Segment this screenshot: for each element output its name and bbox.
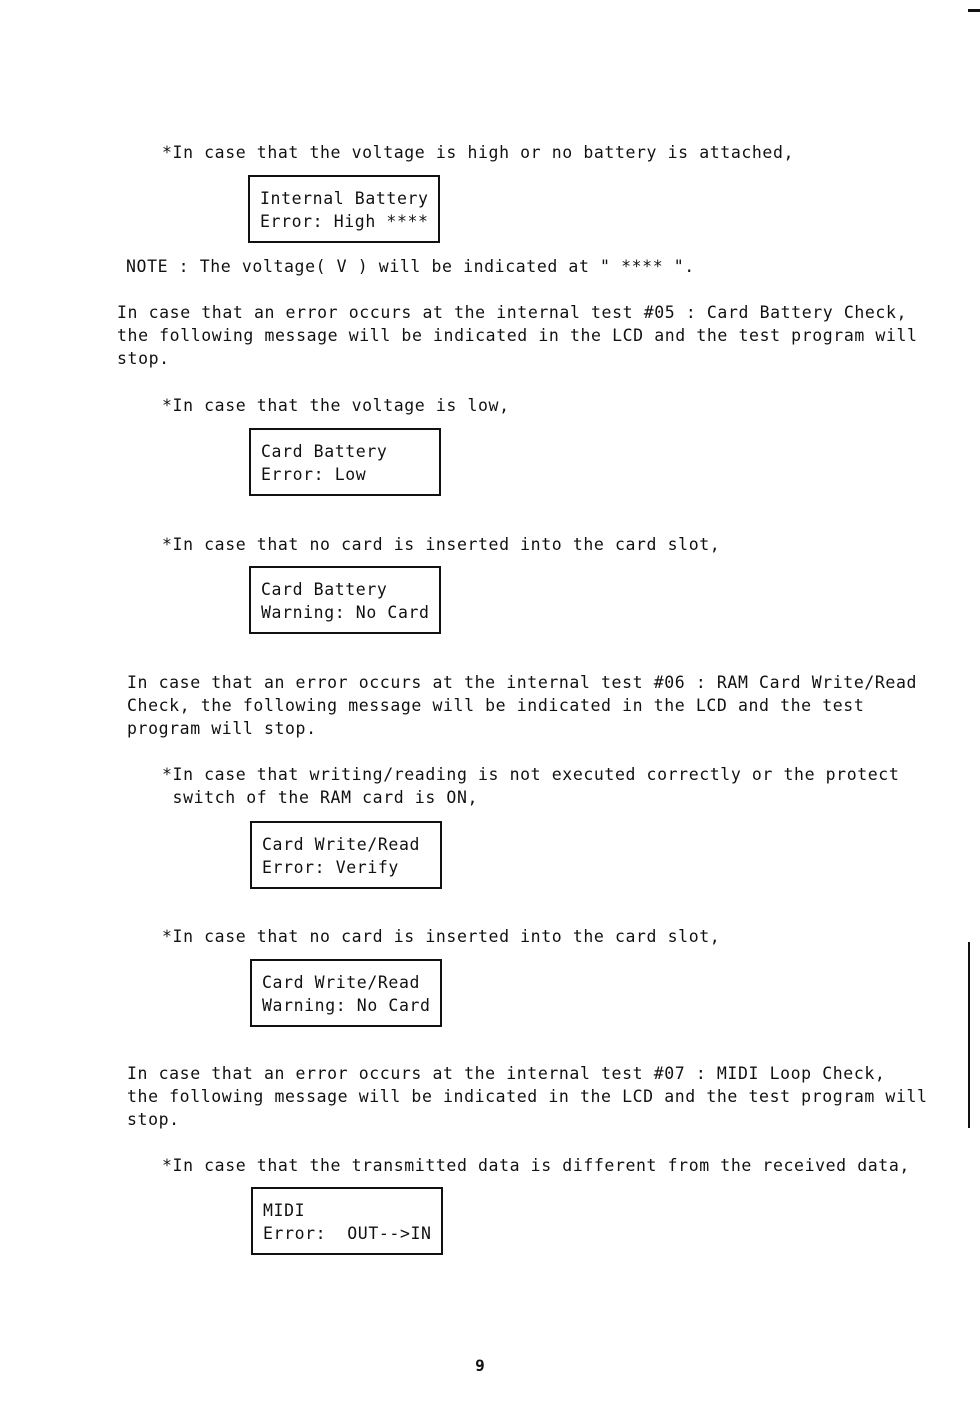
case-midi-data-mismatch: *In case that the transmitted data is different from the received data, — [162, 1156, 910, 1175]
lcd-line-1: Card Battery — [261, 580, 388, 599]
case-verify-error — [162, 763, 899, 809]
test07-intro-line-1: In case that an error occurs at the internal test #07 : MIDI Loop Check, — [127, 1064, 886, 1083]
lcd-line-2: Error: OUT-->IN — [263, 1224, 432, 1243]
lcd-line-2: Warning: No Card — [262, 996, 431, 1015]
case-verify-line-2: switch of the RAM card is ON, — [162, 788, 479, 807]
lcd-card-write-read-verify — [250, 821, 442, 889]
lcd-card-battery-low — [249, 428, 441, 496]
lcd-line-1: Card Battery — [261, 442, 388, 461]
case-voltage-low: *In case that the voltage is low, — [162, 396, 510, 415]
lcd-card-battery-no-card — [249, 566, 441, 634]
case-verify-line-1: *In case that writing/reading is not executed correctly or the protect — [162, 765, 900, 784]
test07-intro-line-3: stop. — [127, 1110, 180, 1129]
test06-intro-line-3: program will stop. — [127, 719, 317, 738]
test05-intro-line-1: In case that an error occurs at the internal test #05 : Card Battery Check, — [117, 303, 908, 322]
test06-intro — [127, 671, 917, 740]
test06-intro-line-2: Check, the following message will be indicated in the LCD and the test — [127, 696, 865, 715]
lcd-line-1: Internal Battery — [260, 189, 429, 208]
test05-intro-line-2: the following message will be indicated in the LCD and the test program will — [117, 326, 918, 345]
test07-intro-line-2: the following message will be indicated in the LCD and the test program will — [127, 1087, 928, 1106]
lcd-line-2: Error: High **** — [260, 212, 429, 231]
lcd-internal-battery-high — [248, 175, 440, 243]
lcd-line-1: MIDI — [263, 1201, 306, 1220]
lcd-line-2: Warning: No Card — [261, 603, 430, 622]
note-voltage: NOTE : The voltage( V ) will be indicated at " **** ". — [126, 257, 695, 276]
test07-intro — [127, 1062, 928, 1131]
case-voltage-high: *In case that the voltage is high or no battery is attached, — [162, 143, 795, 162]
test06-intro-line-1: In case that an error occurs at the internal test #06 : RAM Card Write/Read — [127, 673, 918, 692]
case-no-card-write-read: *In case that no card is inserted into the card slot, — [162, 927, 721, 946]
page-number: 9 — [475, 1356, 485, 1375]
lcd-card-write-read-no-card — [250, 959, 442, 1027]
test05-intro-line-3: stop. — [117, 349, 170, 368]
case-no-card-battery: *In case that no card is inserted into the card slot, — [162, 535, 721, 554]
lcd-line-1: Card Write/Read — [262, 973, 421, 992]
lcd-midi-error — [251, 1187, 443, 1255]
lcd-line-2: Error: Verify — [262, 858, 399, 877]
edge-scan-mark — [968, 942, 970, 1128]
corner-scan-mark — [968, 9, 980, 12]
lcd-line-2: Error: Low — [261, 465, 367, 484]
test05-intro — [117, 301, 918, 370]
lcd-line-1: Card Write/Read — [262, 835, 421, 854]
